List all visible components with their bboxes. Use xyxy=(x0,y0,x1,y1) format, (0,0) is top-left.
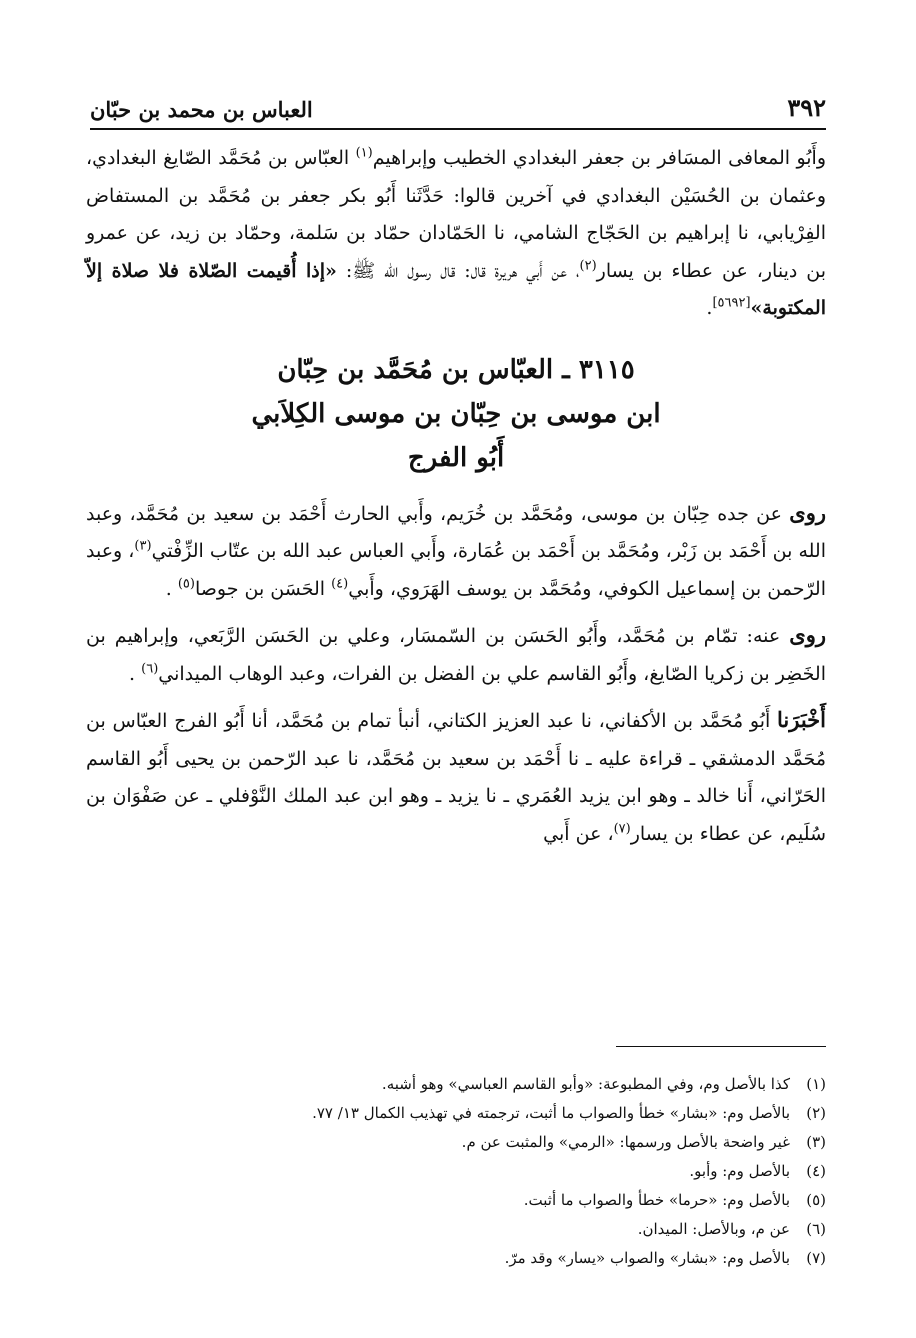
footnote-text: بالأصل وم: «حرما» خطأ والصواب ما أثبت. xyxy=(523,1191,790,1209)
footnote xyxy=(90,1070,826,1099)
text-segment: وأَبُو المعافى المسَافر بن جعفر البغدادي الخطيب وإبراهيم xyxy=(372,147,826,169)
footnote-number: (٢) xyxy=(806,1104,826,1122)
footnote-text: كذا بالأصل وم، وفي المطبوعة: «وأبو القاسم العباسي» وهو أشبه. xyxy=(381,1075,790,1093)
footnote-text: بالأصل وم: وأبو. xyxy=(689,1162,790,1180)
footnote-marker: (٤) xyxy=(331,576,349,592)
footnote-divider xyxy=(616,1046,826,1047)
footnote-number: (٧) xyxy=(806,1249,826,1267)
footnote xyxy=(90,1215,826,1244)
footnote xyxy=(90,1099,826,1128)
footnote-marker: (٥) xyxy=(177,576,195,592)
footnote-number: (١) xyxy=(806,1075,826,1093)
text-segment: عنه: تمّام بن مُحَمَّد، وأَبُو الحَسَن بن السّمسَار، وعلي بن الحَسَن الرَّبَعي، وإبراهيم بن الخَضِر بن زكريا الصّايغ، وأَبُو القاسم علي بن الفضل بن الفرات، وعبد الوهاب الميداني xyxy=(86,625,826,685)
footnote xyxy=(90,1244,826,1273)
main-text xyxy=(86,140,826,853)
footnote-text: عن م، وبالأصل: الميدان. xyxy=(637,1220,790,1238)
text-segment: . xyxy=(165,577,178,600)
text-segment: العبّاس بن مُحَمَّد الصّايغ البغدادي، وعثمان بن الحُسَيْن البغدادي في آخرين قالوا: حَدَّثَنا أَبُو بكر جعفر بن مُحَمَّد بن المستفاض الفِرْيابي، نا إبراهيم بن الحَجّاج الشامي، نا الحَمّادان حمّاد بن سَلمة، وحمّاد بن زيد، عن عمرو بن دينار، عن عطاء بن يسار xyxy=(86,147,826,282)
narrated-from-paragraph xyxy=(86,494,826,609)
footnote-marker: (١) xyxy=(355,145,373,161)
text-segment: ، عن أَبي xyxy=(543,822,614,845)
footnote xyxy=(90,1157,826,1186)
narrated-by-paragraph xyxy=(86,616,826,693)
footnote-marker: (٣) xyxy=(134,538,152,554)
page-number: ٣٩٢ xyxy=(787,93,826,122)
footnote-number: (٥) xyxy=(806,1191,826,1209)
text-segment: الحَسَن بن جوصا xyxy=(194,577,332,600)
entry-kunya: أَبُو الفرج xyxy=(407,442,505,473)
intro-paragraph xyxy=(86,140,826,328)
hadith-text: «إذا أُقيمت الصّلاة فلا صلاة إلاّ المكتوبة» xyxy=(86,259,826,319)
isnad-paragraph xyxy=(86,701,826,853)
entry-lineage: ابن موسى بن حِبّان بن موسى الكِلاَبي xyxy=(251,398,661,429)
footnote-marker: (٢) xyxy=(579,258,597,274)
paragraph-lead: روى xyxy=(789,622,826,647)
hadith-reference: [٥٦٩٢] xyxy=(712,295,751,311)
footnote-marker: (٧) xyxy=(613,821,631,837)
text-segment: ، وعبد الرّحمن بن إسماعيل الكوفي، ومُحَمَّد بن يوسف الهَرَوي، وأَبي xyxy=(86,540,826,600)
text-segment: عن جده حِبّان بن موسى، ومُحَمَّد بن خُرَيم، وأَبي الحارث أَحْمَد بن سعيد بن مُحَمَّد، وعبد الله بن أَحْمَد بن زَبْر، ومُحَمَّد بن أَحْمَد بن عُمَارة، وأَبي العباس عبد الله بن عتّاب الزِّفْتي xyxy=(86,502,826,562)
running-title: العباس بن محمد بن حبّان xyxy=(90,97,313,122)
footnotes-list xyxy=(90,1070,826,1273)
footnote xyxy=(90,1186,826,1215)
entry-title: ٣١١٥ ـ العبّاس بن مُحَمَّد بن حِبّان xyxy=(277,354,635,385)
paragraph-lead: روى xyxy=(789,499,826,525)
text-segment: ، عن أَبي هريرة قال: قال رسول الله ﷺ: xyxy=(336,259,580,282)
footnote-number: (٤) xyxy=(806,1162,826,1180)
footnote-text: بالأصل وم: «بشار» والصواب «يسار» وقد مرّ. xyxy=(504,1249,790,1267)
paragraph-lead: أَخْبَرَنا xyxy=(777,707,826,732)
text-segment: أَبُو مُحَمَّد بن الأكفاني، نا عبد العزيز الكتاني، أنبأ تمام بن مُحَمَّد، أنا أَبُو الفرج العبّاس بن مُحَمَّد الدمشقي ـ قراءة عليه ـ نا أَحْمَد بن سعيد بن مُحَمَّد، نا عبد الرّحمن بن يحيى أَبُو القاسم الحَرّاني، أَنا خالد ـ وهو ابن يزيد العُمَري ـ نا يزيد ـ وهو ابن عبد الملك النَّوْفلي ـ عن صَفْوَان بن سُلَيم، عن عطاء بن يسار xyxy=(86,710,826,845)
text-segment: . xyxy=(706,297,713,319)
footnote-marker: (٦) xyxy=(141,661,159,677)
entry-heading xyxy=(86,348,826,480)
footnote-number: (٣) xyxy=(806,1133,826,1151)
text-segment: . xyxy=(129,662,142,685)
footnote-text: بالأصل وم: «بشار» خطأ والصواب ما أثبت، ترجمته في تهذيب الكمال ١٣/ ٧٧. xyxy=(312,1104,790,1122)
footnote-number: (٦) xyxy=(806,1220,826,1238)
page-header xyxy=(90,82,826,130)
footnote xyxy=(90,1128,826,1157)
footnote-text: غير واضحة بالأصل ورسمها: «الرمي» والمثبت عن م. xyxy=(461,1133,790,1151)
